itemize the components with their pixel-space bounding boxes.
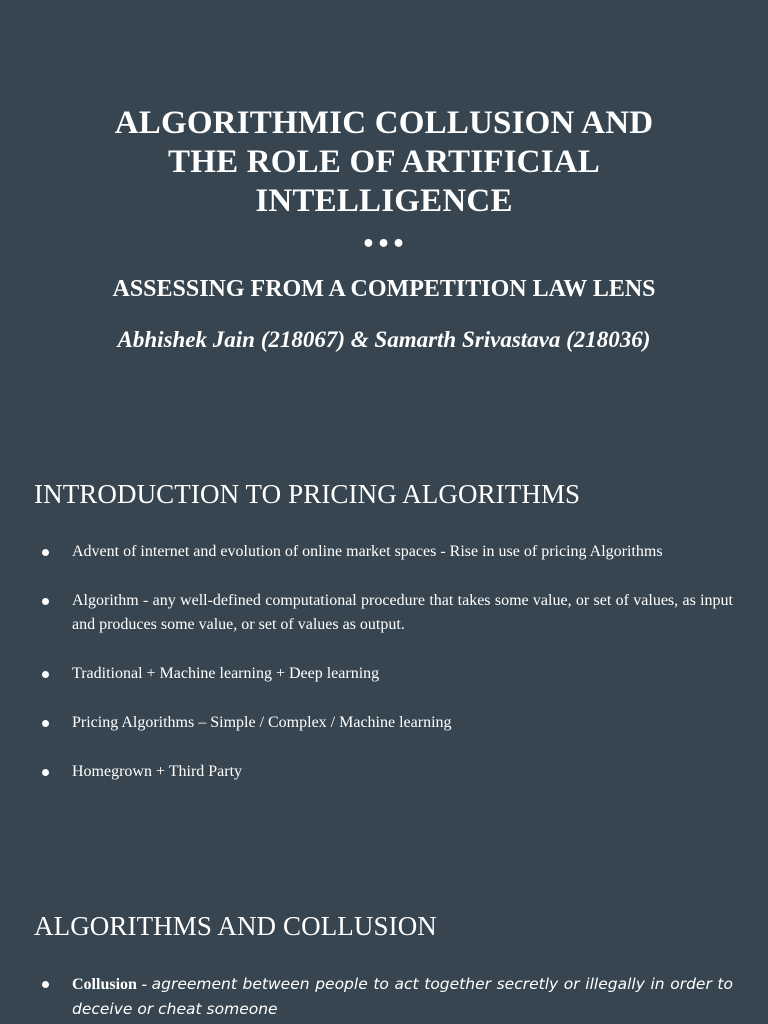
intro-heading: INTRODUCTION TO PRICING ALGORITHMS <box>34 479 581 509</box>
bullet-icon <box>42 769 49 776</box>
presentation-subtitle: ASSESSING FROM A COMPETITION LAW LENS <box>112 276 656 302</box>
bullet-icon <box>42 981 49 988</box>
collusion-heading: ALGORITHMS AND COLLUSION <box>34 911 437 941</box>
bullet-icon <box>42 549 49 556</box>
collusion-bullet-list <box>38 972 733 1022</box>
title-slide <box>0 0 768 420</box>
title-line-2: THE ROLE OF ARTIFICIAL <box>167 144 600 180</box>
list-item <box>38 711 733 735</box>
list-item <box>38 540 733 564</box>
list-item <box>38 972 733 1022</box>
title-line-1: ALGORITHMIC COLLUSION AND <box>114 105 654 141</box>
presentation-title <box>60 104 708 221</box>
bullet-icon <box>42 598 49 605</box>
bullet-text: Traditional + Machine learning + Deep learning <box>72 665 380 682</box>
bullet-icon <box>42 720 49 727</box>
title-separator: ••• <box>361 232 407 257</box>
bullet-icon <box>42 671 49 678</box>
intro-bullet-list <box>38 540 733 809</box>
bullet-text: Homegrown + Third Party <box>72 763 243 780</box>
bullet-definition: agreement between people to act together secretly or illegally in order to deceive or cheat someone <box>72 975 733 1018</box>
list-item <box>38 760 733 784</box>
bullet-text: Advent of internet and evolution of online market spaces - Rise in use of pricing Algorithms <box>72 543 663 560</box>
bullet-text: Algorithm - any well-defined computational procedure that takes some value, or set of values, as input and produces some value, or set of values as output. <box>72 592 733 633</box>
list-item <box>38 589 733 637</box>
title-line-3: INTELLIGENCE <box>255 183 513 219</box>
presentation-authors: Abhishek Jain (218067) & Samarth Srivastava (218036) <box>117 327 651 352</box>
bullet-term: Collusion - <box>72 976 152 993</box>
bullet-text: Pricing Algorithms – Simple / Complex / Machine learning <box>72 714 452 731</box>
list-item <box>38 662 733 686</box>
